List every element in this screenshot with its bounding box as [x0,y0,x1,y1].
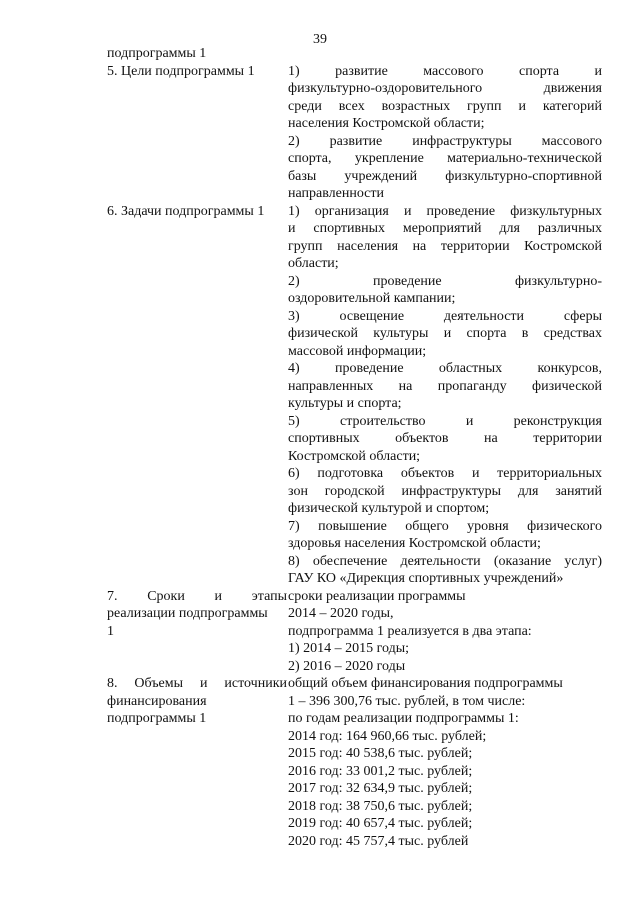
row-label [107,675,287,728]
value-line: 2) развитие инфраструктуры массового [288,133,602,149]
value-line: Костромской области; [288,448,421,464]
value-line: зон городской инфраструктуры для занятий [288,483,602,499]
value-line: 1) развитие массового спорта и [288,63,602,79]
continuation-row [107,45,602,63]
value-line: групп населения на территории Костромской [288,238,602,254]
value-paragraph [288,675,602,850]
row-label-line: подпрограммы 1 [107,711,207,726]
value-line: 1) 2014 – 2015 годы; [288,641,410,656]
value-paragraph [288,518,602,553]
value-line: общий объем финансирования подпрограммы [288,676,563,691]
value-line: 6) подготовка объектов и территориальных [288,466,602,481]
row-value [288,203,602,588]
table-row [107,588,602,676]
value-line: и спортивных мероприятий для различных [288,221,602,236]
value-line: 2018 год: 38 750,6 тыс. рублей; [288,798,473,814]
value-paragraph [288,203,602,273]
page-number: 39 [313,32,327,47]
row-value [288,588,602,676]
value-paragraph [288,63,602,133]
value-paragraph [288,553,602,588]
value-line: сроки реализации программы [288,588,466,604]
value-line: по годам реализации подпрограммы 1: [288,711,519,726]
value-line: 2014 – 2020 годы, [288,606,394,621]
table-row [107,675,602,850]
passport-table [107,45,602,850]
row-label-line: 1 [107,623,114,639]
row-label-line: 5. Цели подпрограммы 1 [107,63,255,79]
value-line: оздоровительной кампании; [288,291,456,306]
value-line: подпрограмма 1 реализуется в два этапа: [288,623,532,639]
value-line: 2017 год: 32 634,9 тыс. рублей; [288,781,473,796]
value-line: базы учреждений физкультурно-спортивной [288,168,602,184]
value-line: 8) обеспечение деятельности (оказание услуг) [288,553,602,569]
value-paragraph [288,133,602,203]
value-line: 3) освещение деятельности сферы [288,308,602,324]
row-label-line: реализации подпрограммы [107,606,268,621]
value-line: 4) проведение областных конкурсов, [288,361,602,376]
row-label [107,203,287,221]
table-row [107,203,602,588]
value-line: 2020 год: 45 757,4 тыс. рублей [288,833,469,849]
value-line: 2019 год: 40 657,4 тыс. рублей; [288,816,473,831]
row-label-line: финансирования [107,693,207,709]
row-label-line: 6. Задачи подпрограммы 1 [107,203,265,219]
value-line: физической культурой и спортом; [288,501,490,516]
table-rows [107,63,602,851]
value-line: физкультурно-оздоровительного движения [288,81,602,96]
value-line: 2014 год: 164 960,66 тыс. рублей; [288,728,487,744]
row-label [107,588,287,641]
continuation-text: подпрограммы 1 [107,46,207,61]
value-line: среди всех возрастных групп и категорий [288,98,602,114]
row-value [288,675,602,850]
value-line: массовой информации; [288,343,427,359]
value-line: физической культуры и спорта в средствах [288,326,602,341]
value-paragraph [288,413,602,466]
value-line: спорта, укрепление материально-технической [288,151,602,166]
value-line: 2015 год: 40 538,6 тыс. рублей; [288,746,473,761]
value-line: 2) 2016 – 2020 годы [288,658,406,674]
value-line: населения Костромской области; [288,116,485,131]
value-paragraph [288,588,602,676]
value-line: 5) строительство и реконструкция [288,413,602,429]
row-label-line: 7. Сроки и этапы [107,588,287,604]
value-paragraph [288,308,602,361]
value-line: культуры и спорта; [288,396,402,411]
value-line: 1) организация и проведение физкультурных [288,203,602,219]
table-row [107,63,602,203]
value-line: направленных на пропаганду физической [288,378,602,394]
row-label-line: 8. Объемы и источники [107,676,287,691]
value-line: спортивных объектов на территории [288,431,602,446]
value-paragraph [288,465,602,518]
value-line: 1 – 396 300,76 тыс. рублей, в том числе: [288,693,526,709]
value-line: 2016 год: 33 001,2 тыс. рублей; [288,763,473,779]
value-paragraph [288,360,602,413]
value-line: 7) повышение общего уровня физического [288,518,602,534]
value-paragraph [288,273,602,308]
value-line: направленности [288,186,385,201]
row-value [288,63,602,203]
value-line: ГАУ КО «Дирекция спортивных учреждений» [288,571,564,586]
value-line: здоровья населения Костромской области; [288,536,541,551]
row-label [107,63,287,81]
value-line: области; [288,256,339,271]
value-line: 2) проведение физкультурно- [288,273,602,289]
